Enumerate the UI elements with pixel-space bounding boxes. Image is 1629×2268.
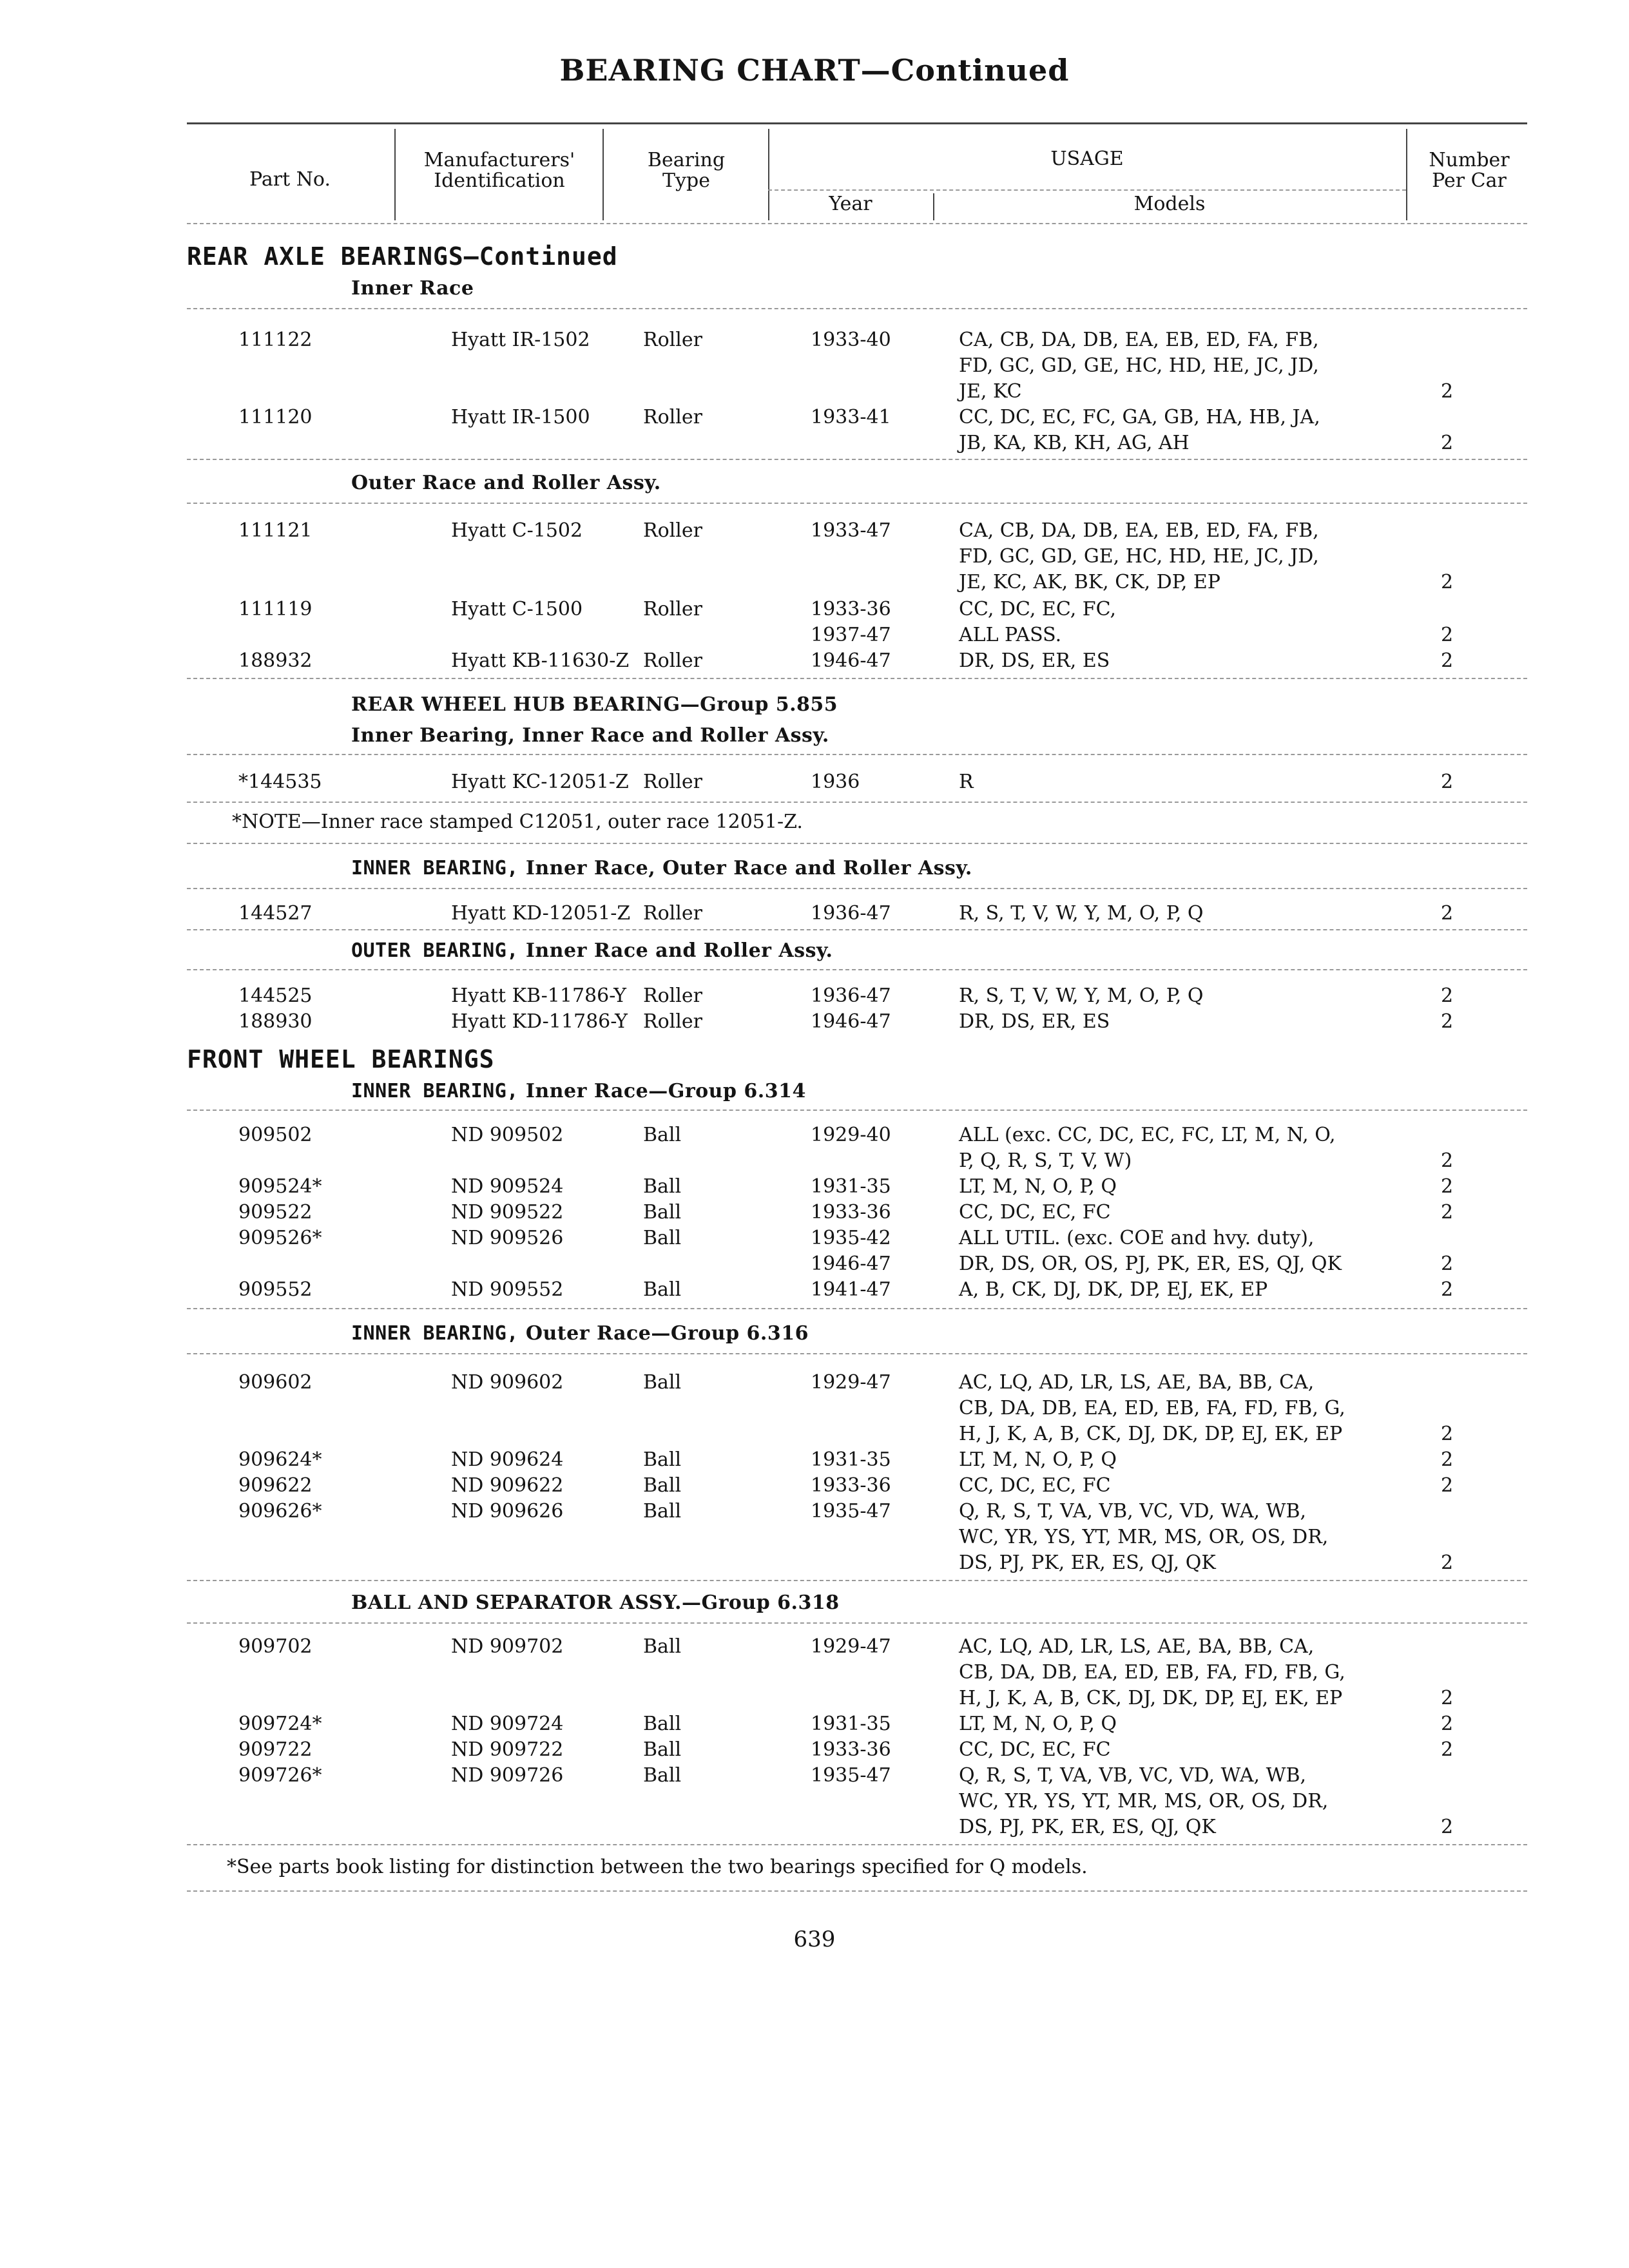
table-row	[0, 901, 1629, 927]
part-no: 909702	[238, 1635, 313, 1658]
part-no: 188930	[238, 1010, 313, 1033]
table-row	[0, 1789, 1629, 1814]
mfr-id: ND 909602	[451, 1371, 564, 1394]
header-divider	[1406, 129, 1407, 220]
header-mfr-line1: Manufacturers'	[423, 149, 575, 171]
number-per-car: 2	[1441, 1253, 1454, 1275]
mfr-id: ND 909552	[451, 1278, 564, 1301]
table-row	[0, 1711, 1629, 1737]
mfr-id: Hyatt KC-12051-Z	[451, 771, 629, 793]
bearing-type: Ball	[643, 1124, 682, 1146]
part-no: *144535	[238, 771, 322, 793]
mfr-id: Hyatt IR-1500	[451, 406, 590, 428]
rule	[187, 1580, 1527, 1581]
table-row	[0, 1370, 1629, 1396]
subsection-label: INNER BEARING,	[351, 857, 519, 879]
number-per-car: 2	[1441, 624, 1454, 646]
models: DS, PJ, PK, ER, ES, QJ, QK	[959, 1552, 1216, 1574]
models: DR, DS, ER, ES	[959, 649, 1110, 672]
part-no: 909522	[238, 1201, 313, 1224]
header-top-rule	[187, 122, 1527, 124]
models: Q, R, S, T, VA, VB, VC, VD, WA, WB,	[959, 1500, 1307, 1523]
models: R	[959, 771, 974, 793]
models: LT, M, N, O, P, Q	[959, 1713, 1117, 1735]
number-per-car: 2	[1441, 1201, 1454, 1224]
number-per-car: 2	[1441, 1713, 1454, 1735]
mfr-id: ND 909522	[451, 1201, 564, 1224]
mfr-id: ND 909702	[451, 1635, 564, 1658]
table-row	[0, 1814, 1629, 1840]
models: CB, DA, DB, EA, ED, EB, FA, FD, FB, G,	[959, 1397, 1345, 1419]
header-usage: USAGE	[1050, 148, 1124, 170]
table-row	[0, 1550, 1629, 1576]
table-row	[0, 1634, 1629, 1660]
models: CB, DA, DB, EA, ED, EB, FA, FD, FB, G,	[959, 1661, 1345, 1684]
year: 1935-42	[811, 1227, 891, 1249]
bearing-type: Roller	[643, 598, 702, 620]
bearing-type: Ball	[643, 1227, 682, 1249]
subsection-fw-inner-race	[351, 1080, 806, 1102]
models: Q, R, S, T, VA, VB, VC, VD, WA, WB,	[959, 1764, 1307, 1787]
subsection-label: Inner Race, Outer Race and Roller Assy.	[518, 857, 972, 879]
models: R, S, T, V, W, Y, M, O, P, Q	[959, 902, 1204, 925]
table-row	[0, 769, 1629, 795]
table-row	[0, 327, 1629, 353]
rule	[187, 1110, 1527, 1111]
page-number: 639	[793, 1927, 836, 1952]
number-per-car: 2	[1441, 1149, 1454, 1172]
part-no: 144525	[238, 985, 313, 1007]
year: 1929-40	[811, 1124, 891, 1146]
year: 1931-35	[811, 1448, 891, 1471]
models: DS, PJ, PK, ER, ES, QJ, QK	[959, 1816, 1216, 1838]
table-row	[0, 1660, 1629, 1686]
bearing-type: Ball	[643, 1713, 682, 1735]
models: ALL UTIL. (exc. COE and hvy. duty),	[959, 1227, 1315, 1249]
year: 1941-47	[811, 1278, 891, 1301]
models: DR, DS, OR, OS, PJ, PK, ER, ES, QJ, QK	[959, 1253, 1342, 1275]
table-row	[0, 622, 1629, 648]
subsection-outer-race: Outer Race and Roller Assy.	[351, 472, 661, 494]
year: 1933-36	[811, 1201, 891, 1224]
number-per-car: 2	[1441, 1552, 1454, 1574]
models: ALL (exc. CC, DC, EC, FC, LT, M, N, O,	[959, 1124, 1336, 1146]
models: CC, DC, EC, FC	[959, 1738, 1111, 1761]
bearing-type: Roller	[643, 329, 702, 351]
bearing-type: Ball	[643, 1635, 682, 1658]
table-row	[0, 1251, 1629, 1277]
models: CC, DC, EC, FC, GA, GB, HA, HB, JA,	[959, 406, 1320, 428]
part-no: 111119	[238, 598, 313, 620]
number-per-car: 2	[1441, 1687, 1454, 1709]
year: 1929-47	[811, 1371, 891, 1394]
table-row	[0, 353, 1629, 379]
part-no: 909622	[238, 1474, 313, 1497]
header-models: Models	[1133, 193, 1206, 215]
bearing-type: Ball	[643, 1371, 682, 1394]
footnote: *See parts book listing for distinction between the two bearings specified for Q models.	[227, 1856, 1088, 1878]
header-year: Year	[829, 193, 872, 215]
mfr-id: Hyatt C-1500	[451, 598, 583, 620]
part-no: 909502	[238, 1124, 313, 1146]
subsection-label: INNER BEARING,	[351, 1080, 519, 1102]
table-row	[0, 1225, 1629, 1251]
table-row	[0, 518, 1629, 544]
page-title: BEARING CHART—Continued	[559, 53, 1070, 88]
subsection-rear-wheel-hub: REAR WHEEL HUB BEARING—Group 5.855	[351, 693, 838, 716]
mfr-id: ND 909622	[451, 1474, 564, 1497]
bearing-type: Roller	[643, 1010, 702, 1033]
models: CC, DC, EC, FC	[959, 1201, 1111, 1224]
models: LT, M, N, O, P, Q	[959, 1175, 1117, 1198]
part-no: 909602	[238, 1371, 313, 1394]
table-row	[0, 1277, 1629, 1303]
table-row	[0, 1686, 1629, 1711]
subsection-rear-wheel-hub-inner: Inner Bearing, Inner Race and Roller Assy.	[351, 724, 829, 747]
models: FD, GC, GD, GE, HC, HD, HE, JC, JD,	[959, 545, 1319, 568]
part-no: 188932	[238, 649, 313, 672]
part-no: 909724*	[238, 1713, 322, 1735]
subsection-label: —Group 6.318	[681, 1591, 840, 1614]
bearing-type: Ball	[643, 1175, 682, 1198]
number-per-car: 2	[1441, 1738, 1454, 1761]
models: P, Q, R, S, T, V, W)	[959, 1149, 1132, 1172]
bearing-type: Ball	[643, 1474, 682, 1497]
rule	[187, 1890, 1527, 1892]
table-row	[0, 405, 1629, 430]
models: CA, CB, DA, DB, EA, EB, ED, FA, FB,	[959, 519, 1319, 542]
header-bottom-rule	[187, 223, 1527, 224]
bearing-type: Ball	[643, 1201, 682, 1224]
year: 1929-47	[811, 1635, 891, 1658]
bearing-type: Ball	[643, 1500, 682, 1523]
mfr-id: ND 909526	[451, 1227, 564, 1249]
header-type-line2: Type	[662, 169, 710, 192]
rule	[187, 459, 1527, 460]
table-row	[0, 1009, 1629, 1035]
header-number-line1: Number	[1429, 149, 1510, 171]
mfr-id: ND 909722	[451, 1738, 564, 1761]
number-per-car: 2	[1441, 571, 1454, 593]
header-number-line2: Per Car	[1432, 169, 1507, 192]
rule	[187, 503, 1527, 504]
models: A, B, CK, DJ, DK, DP, EJ, EK, EP	[959, 1278, 1268, 1301]
header-type-line1: Bearing	[647, 149, 726, 171]
part-no: 909626*	[238, 1500, 322, 1523]
table-row	[0, 1524, 1629, 1550]
part-no: 144527	[238, 902, 313, 925]
part-no: 909722	[238, 1738, 313, 1761]
bearing-type: Roller	[643, 771, 702, 793]
models: CC, DC, EC, FC,	[959, 598, 1117, 620]
subsection-inner-bearing	[351, 857, 972, 879]
year: 1933-36	[811, 1738, 891, 1761]
bearing-type: Roller	[643, 406, 702, 428]
mfr-id: ND 909626	[451, 1500, 564, 1523]
year: 1931-35	[811, 1713, 891, 1735]
number-per-car: 2	[1441, 985, 1454, 1007]
year: 1946-47	[811, 1010, 891, 1033]
header-divider	[602, 129, 604, 220]
models: FD, GC, GD, GE, HC, HD, HE, JC, JD,	[959, 354, 1319, 377]
rule	[187, 308, 1527, 309]
subsection-outer-bearing	[351, 939, 833, 962]
section-rear-axle: REAR AXLE BEARINGS—Continued	[187, 242, 618, 271]
bearing-type: Roller	[643, 985, 702, 1007]
year: 1936-47	[811, 985, 891, 1007]
models: CA, CB, DA, DB, EA, EB, ED, FA, FB,	[959, 329, 1319, 351]
part-no: 909726*	[238, 1764, 322, 1787]
models: ALL PASS.	[959, 624, 1062, 646]
table-row	[0, 1447, 1629, 1473]
year: 1933-40	[811, 329, 891, 351]
mfr-id: ND 909502	[451, 1124, 564, 1146]
subsection-fw-outer-race	[351, 1322, 809, 1345]
rule	[187, 843, 1527, 844]
mfr-id: Hyatt IR-1502	[451, 329, 590, 351]
year: 1931-35	[811, 1175, 891, 1198]
usage-rule	[768, 189, 1406, 191]
table-row	[0, 597, 1629, 622]
mfr-id: ND 909726	[451, 1764, 564, 1787]
table-row	[0, 430, 1629, 456]
year: 1935-47	[811, 1764, 891, 1787]
subsection-ball-separator	[351, 1591, 840, 1614]
subsection-label: INNER BEARING,	[351, 1322, 519, 1345]
rule	[187, 929, 1527, 930]
table-row	[0, 1763, 1629, 1789]
number-per-car: 2	[1441, 432, 1454, 454]
models: DR, DS, ER, ES	[959, 1010, 1110, 1033]
rule	[187, 1353, 1527, 1354]
subsection-label: Outer Race—Group 6.316	[518, 1322, 809, 1345]
year: 1936	[811, 771, 860, 793]
mfr-id: Hyatt C-1502	[451, 519, 583, 542]
year: 1933-47	[811, 519, 891, 542]
year: 1946-47	[811, 1253, 891, 1275]
rule	[187, 754, 1527, 755]
year: 1937-47	[811, 624, 891, 646]
mfr-id: Hyatt KD-12051-Z	[451, 902, 631, 925]
part-no: 909552	[238, 1278, 313, 1301]
table-row	[0, 983, 1629, 1009]
number-per-car: 2	[1441, 649, 1454, 672]
year: 1936-47	[811, 902, 891, 925]
models: H, J, K, A, B, CK, DJ, DK, DP, EJ, EK, EP	[959, 1687, 1343, 1709]
part-no: 111120	[238, 406, 313, 428]
subsection-label: Inner Race and Roller Assy.	[518, 939, 833, 962]
table-row	[0, 648, 1629, 674]
number-per-car: 2	[1441, 1278, 1454, 1301]
rule	[187, 969, 1527, 970]
number-per-car: 2	[1441, 1010, 1454, 1033]
year: 1933-36	[811, 1474, 891, 1497]
rule	[187, 1308, 1527, 1309]
number-per-car: 2	[1441, 771, 1454, 793]
table-row	[0, 1148, 1629, 1174]
mfr-id: ND 909724	[451, 1713, 564, 1735]
bearing-type: Ball	[643, 1764, 682, 1787]
table-row	[0, 1396, 1629, 1421]
part-no: 111122	[238, 329, 313, 351]
bearing-type: Ball	[643, 1738, 682, 1761]
models: CC, DC, EC, FC	[959, 1474, 1111, 1497]
number-per-car: 2	[1441, 902, 1454, 925]
mfr-id: Hyatt KB-11786-Y	[451, 985, 626, 1007]
header-divider	[394, 129, 396, 220]
table-row	[0, 379, 1629, 405]
models: JE, KC	[959, 380, 1022, 403]
rule	[187, 1844, 1527, 1845]
year: 1933-36	[811, 598, 891, 620]
bearing-type: Ball	[643, 1278, 682, 1301]
rule	[187, 802, 1527, 803]
rule	[187, 1622, 1527, 1624]
part-no: 111121	[238, 519, 313, 542]
part-no: 909624*	[238, 1448, 322, 1471]
table-row	[0, 1499, 1629, 1524]
models: JB, KA, KB, KH, AG, AH	[959, 432, 1190, 454]
year: 1946-47	[811, 649, 891, 672]
table-row	[0, 1200, 1629, 1225]
mfr-id: Hyatt KD-11786-Y	[451, 1010, 628, 1033]
bearing-type: Roller	[643, 902, 702, 925]
table-row	[0, 570, 1629, 595]
number-per-car: 2	[1441, 1423, 1454, 1445]
mfr-id: ND 909624	[451, 1448, 564, 1471]
subsection-label: BALL AND SEPARATOR ASSY.	[351, 1591, 682, 1614]
number-per-car: 2	[1441, 1175, 1454, 1198]
models: R, S, T, V, W, Y, M, O, P, Q	[959, 985, 1204, 1007]
number-per-car: 2	[1441, 1474, 1454, 1497]
models: AC, LQ, AD, LR, LS, AE, BA, BB, CA,	[959, 1635, 1315, 1658]
bearing-type: Roller	[643, 519, 702, 542]
mfr-id: ND 909524	[451, 1175, 564, 1198]
models: H, J, K, A, B, CK, DJ, DK, DP, EJ, EK, EP	[959, 1423, 1343, 1445]
number-per-car: 2	[1441, 380, 1454, 403]
models: LT, M, N, O, P, Q	[959, 1448, 1117, 1471]
year: 1933-41	[811, 406, 891, 428]
table-row	[0, 1174, 1629, 1200]
models: AC, LQ, AD, LR, LS, AE, BA, BB, CA,	[959, 1371, 1315, 1394]
number-per-car: 2	[1441, 1816, 1454, 1838]
rule	[187, 678, 1527, 679]
rule	[187, 888, 1527, 889]
part-no: 909524*	[238, 1175, 322, 1198]
header-mfr-line2: Identification	[434, 169, 565, 192]
models: WC, YR, YS, YT, MR, MS, OR, OS, DR,	[959, 1790, 1329, 1812]
table-row	[0, 1473, 1629, 1499]
bearing-type: Roller	[643, 649, 702, 672]
race-stamp-note: *NOTE—Inner race stamped C12051, outer race 12051-Z.	[232, 811, 803, 833]
subsection-label: OUTER BEARING,	[351, 939, 519, 962]
table-row	[0, 544, 1629, 570]
year: 1935-47	[811, 1500, 891, 1523]
subsection-label: Inner Race—Group 6.314	[518, 1080, 806, 1102]
number-per-car: 2	[1441, 1448, 1454, 1471]
models: JE, KC, AK, BK, CK, DP, EP	[959, 571, 1220, 593]
section-front-wheel: FRONT WHEEL BEARINGS	[187, 1045, 495, 1073]
part-no: 909526*	[238, 1227, 322, 1249]
mfr-id: Hyatt KB-11630-Z	[451, 649, 630, 672]
models: WC, YR, YS, YT, MR, MS, OR, OS, DR,	[959, 1526, 1329, 1548]
header-part-no: Part No.	[249, 168, 331, 191]
table-row	[0, 1122, 1629, 1148]
table-row	[0, 1421, 1629, 1447]
subsection-inner-race: Inner Race	[351, 277, 474, 300]
bearing-type: Ball	[643, 1448, 682, 1471]
table-row	[0, 1737, 1629, 1763]
